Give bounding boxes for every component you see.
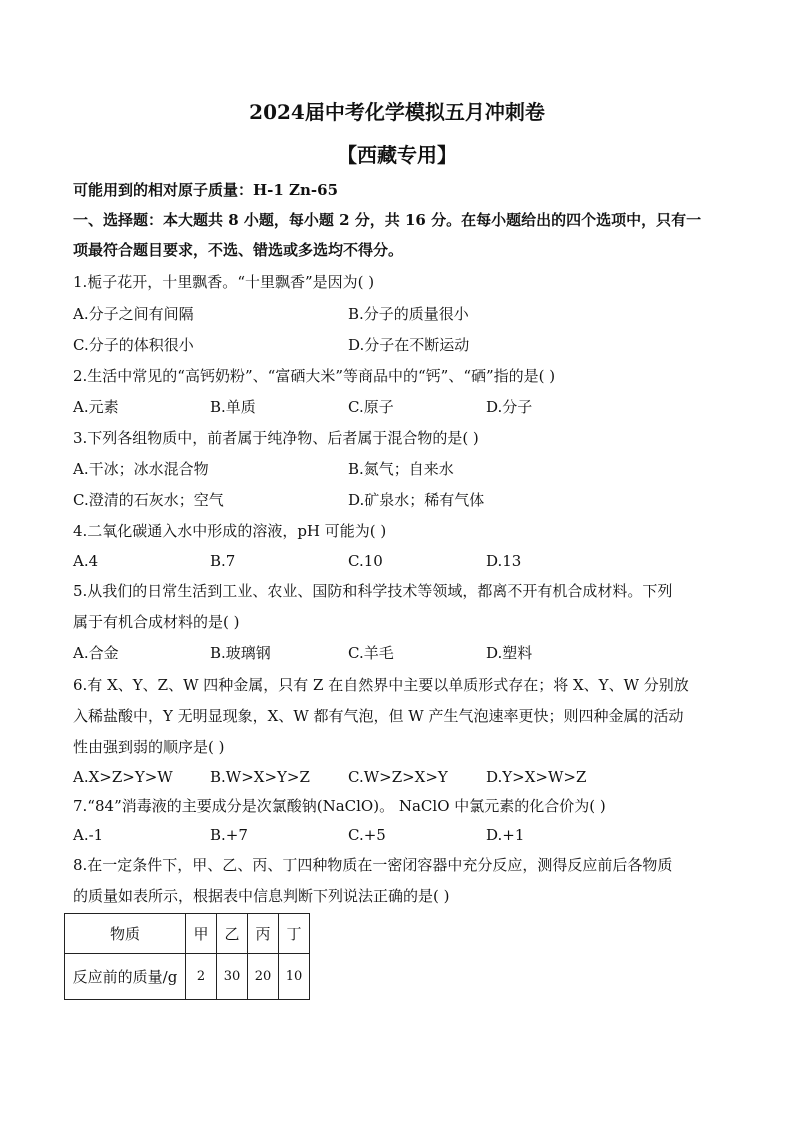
- question-1-option-c: C.分子的体积很小: [73, 336, 194, 354]
- question-2-option-b: B.单质: [210, 398, 256, 416]
- question-4-stem: 4.二氧化碳通入水中形成的溶液，pH 可能为( ): [73, 522, 387, 540]
- table-row: [65, 954, 310, 1000]
- question-7-option-a: A.-1: [73, 826, 104, 844]
- question-4-option-c: C.10: [348, 552, 383, 570]
- section-instructions-line2: 项最符合题目要求，不选、错选或多选均不得分。: [73, 241, 404, 259]
- question-5-option-c: C.羊毛: [348, 644, 394, 662]
- question-5-option-d: D.塑料: [486, 644, 533, 662]
- question-6-option-a: A.X>Z>Y>W: [73, 768, 173, 786]
- question-3-option-a: A.干冰；冰水混合物: [73, 460, 209, 478]
- section-instructions-line1: 一、选择题：本大题共 8 小题，每小题 2 分，共 16 分。在每小题给出的四个选项中，只有一: [73, 211, 702, 229]
- question-2-option-c: C.原子: [348, 398, 394, 416]
- question-6-stem-line1: 6.有 X、Y、Z、W 四种金属，只有 Z 在自然界中主要以单质形式存在；将 X、Y、W 分别放: [73, 676, 689, 694]
- question-1-stem: 1.栀子花开，十里飘香。“十里飘香”是因为( ): [73, 273, 375, 291]
- question-7-stem: 7.“84”消毒液的主要成分是次氯酸钠(NaClO)。 NaClO 中氯元素的化合价为( ): [73, 797, 606, 815]
- question-7-option-b: B.+7: [210, 826, 248, 844]
- question-4-option-b: B.7: [210, 552, 236, 570]
- question-7-option-c: C.+5: [348, 826, 386, 844]
- question-5-option-b: B.玻璃钢: [210, 644, 271, 662]
- question-2-option-d: D.分子: [486, 398, 533, 416]
- mass-table: [64, 913, 310, 1000]
- question-8-stem-line2: 的质量如表所示，根据表中信息判断下列说法正确的是( ): [73, 887, 450, 905]
- table-header-row: [65, 914, 310, 954]
- table-cell: 2: [186, 954, 217, 1000]
- question-4-option-d: D.13: [486, 552, 522, 570]
- question-6-option-d: D.Y>X>W>Z: [486, 768, 587, 786]
- question-1-option-d: D.分子在不断运动: [348, 336, 470, 354]
- page-subtitle: 【西藏专用】: [337, 143, 457, 167]
- question-6-stem-line3: 性由强到弱的顺序是( ): [73, 738, 225, 756]
- question-6-stem-line2: 入稀盐酸中，Y 无明显现象，X、W 都有气泡，但 W 产生气泡速率更快；则四种金属的活动: [73, 707, 684, 725]
- question-5-stem-line2: 属于有机合成材料的是( ): [73, 613, 240, 631]
- question-5-option-a: A.合金: [73, 644, 119, 662]
- table-header-cell: 乙: [217, 914, 248, 954]
- table-cell: 30: [217, 954, 248, 1000]
- table-header-cell: 丁: [279, 914, 310, 954]
- table-cell: 10: [279, 954, 310, 1000]
- atomic-mass-note: 可能用到的相对原子质量：H-1 Zn-65: [73, 181, 339, 199]
- table-cell: 20: [248, 954, 279, 1000]
- question-8-stem-line1: 8.在一定条件下，甲、乙、丙、丁四种物质在一密闭容器中充分反应，测得反应前后各物质: [73, 856, 673, 874]
- page-title: 2024届中考化学模拟五月冲刺卷: [249, 100, 545, 124]
- table-header-cell: 丙: [248, 914, 279, 954]
- question-1-option-a: A.分子之间有间隔: [73, 305, 194, 323]
- question-6-option-c: C.W>Z>X>Y: [348, 768, 448, 786]
- table-cell: 反应前的质量/g: [65, 954, 186, 1000]
- question-3-option-d: D.矿泉水；稀有气体: [348, 491, 485, 509]
- question-7-option-d: D.+1: [486, 826, 525, 844]
- question-2-option-a: A.元素: [73, 398, 119, 416]
- question-4-option-a: A.4: [73, 552, 99, 570]
- question-1-option-b: B.分子的质量很小: [348, 305, 469, 323]
- question-6-option-b: B.W>X>Y>Z: [210, 768, 310, 786]
- question-2-stem: 2.生活中常见的“高钙奶粉”、“富硒大米”等商品中的“钙”、“硒”指的是( ): [73, 367, 556, 385]
- question-3-option-b: B.氮气；自来水: [348, 460, 454, 478]
- question-3-option-c: C.澄清的石灰水；空气: [73, 491, 224, 509]
- question-5-stem-line1: 5.从我们的日常生活到工业、农业、国防和科学技术等领域，都离不开有机合成材料。下列: [73, 582, 673, 600]
- question-3-stem: 3.下列各组物质中，前者属于纯净物、后者属于混合物的是( ): [73, 429, 479, 447]
- table-header-cell: 甲: [186, 914, 217, 954]
- table-header-cell: 物质: [65, 914, 186, 954]
